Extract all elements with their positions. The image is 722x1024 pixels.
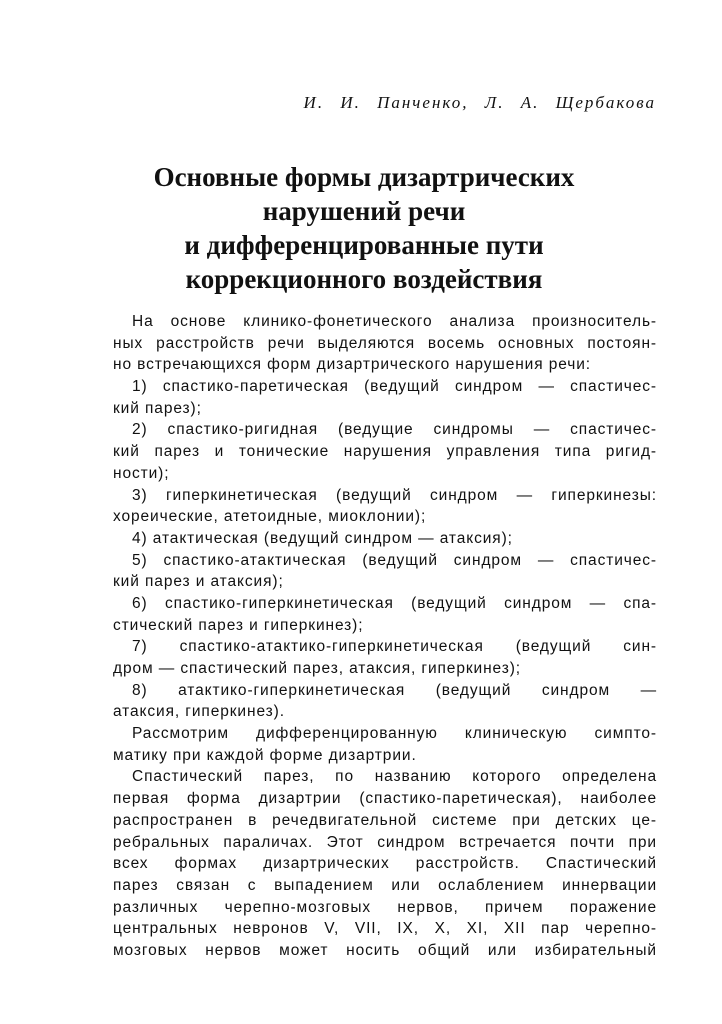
- text-line: кий парез и атаксия);: [113, 573, 284, 591]
- list-item-4: 4) атактическая (ведущий синдром — атаксия);: [132, 529, 513, 547]
- title-line: коррекционного воздействия: [185, 264, 543, 294]
- text-line: мозговых нервов может носить общий или избирательный: [113, 941, 657, 959]
- text-line: центральных невронов V, VII, IX, X, XI, XII пар черепно-: [113, 920, 657, 938]
- text-line: дром — спастический парез, атаксия, гиперкинез);: [113, 660, 522, 677]
- list-item-7: 7) спастико-атактико-гиперкинетическая (ведущий син-: [132, 638, 657, 656]
- text-line: матику при каждой форме дизартрии.: [113, 746, 417, 764]
- text-line: ных расстройств речи выделяются восемь основных постоян-: [113, 334, 657, 352]
- text-line: всех формах дизартрических расстройств. Спастический: [113, 855, 657, 873]
- text-line: ребральных параличах. Этот синдром встречается почти при: [113, 833, 657, 851]
- chapter-title: [90, 160, 638, 296]
- title-line: и дифференцированные пути: [184, 230, 544, 260]
- list-item-2: 2) спастико-ригидная (ведущие синдромы — спастичес-: [132, 421, 657, 439]
- text-line: распространен в речедвигательной системе при детских це-: [113, 811, 657, 829]
- text-line: различных черепно-мозговых нервов, причем поражение: [113, 898, 657, 916]
- title-line: Основные формы дизартрических: [153, 162, 575, 192]
- body-text: [113, 311, 657, 962]
- text-line: ности);: [113, 464, 170, 482]
- authors-header: И. И. Панченко, Л. А. Щербакова: [303, 93, 656, 112]
- text-line: атаксия, гиперкинез).: [113, 703, 285, 721]
- paragraph-start: Рассмотрим дифференцированную клиническую симпто-: [132, 725, 657, 743]
- text-line: кий парез и тонические нарушения управления типа ригид-: [113, 443, 657, 461]
- list-item-8: 8) атактико-гиперкинетическая (ведущий синдром —: [132, 681, 657, 699]
- list-item-5: 5) спастико-атактическая (ведущий синдром — спастичес-: [132, 551, 657, 569]
- list-item-3: 3) гиперкинетическая (ведущий синдром — гиперкинезы:: [132, 486, 657, 504]
- title-line: нарушений речи: [262, 196, 466, 226]
- paragraph-start: Спастический парез, по названию которого определена: [132, 768, 657, 786]
- text-line: парез связан с выпадением или ослаблением иннервации: [113, 876, 657, 894]
- text-line: На основе клинико-фонетического анализа произноситель-: [132, 313, 657, 330]
- text-line: хореические, атетоидные, миоклонии);: [113, 508, 427, 526]
- text-line: первая форма дизартрии (спастико-паретическая), наиболее: [113, 790, 657, 808]
- text-line: кий парез);: [113, 399, 202, 417]
- text-line: стический парез и гиперкинез);: [113, 616, 364, 634]
- list-item-1: 1) спастико-паретическая (ведущий синдром — спастичес-: [132, 378, 657, 396]
- text-line: но встречающихся форм дизартрического нарушения речи:: [113, 356, 591, 374]
- list-item-6: 6) спастико-гиперкинетическая (ведущий синдром — спа-: [132, 594, 657, 612]
